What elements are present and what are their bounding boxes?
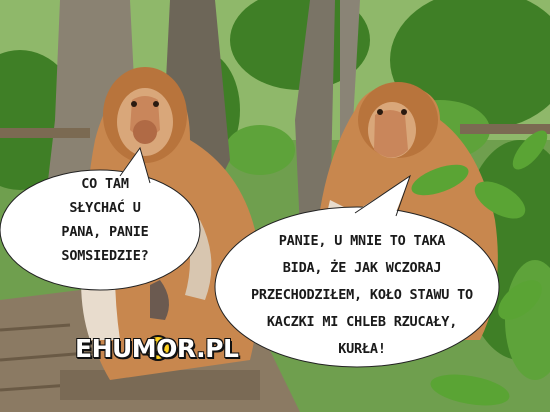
speech-line: PANIE, U MNIE TO TAKA xyxy=(278,233,446,249)
watermark-logo: EHUMOR.PL xyxy=(75,334,239,363)
speech-line: PANA, PANIE xyxy=(61,224,149,240)
speech-line: SOMSIEDZIE? xyxy=(61,248,149,264)
speech-text-left xyxy=(30,172,180,268)
speech-line: KURŁA! xyxy=(338,341,386,357)
speech-text-right xyxy=(222,228,502,363)
speech-line: BIDA, ŻE JAK WCZORAJ xyxy=(282,260,442,276)
speech-line: PRZECHODZIŁEM, KOŁO STAWU TO xyxy=(251,287,473,303)
speech-line: SŁYCHAĆ U xyxy=(69,200,141,216)
speech-line: KACZKI MI CHLEB RZUCAŁY, xyxy=(266,314,458,330)
speech-line: CO TAM xyxy=(81,176,129,192)
